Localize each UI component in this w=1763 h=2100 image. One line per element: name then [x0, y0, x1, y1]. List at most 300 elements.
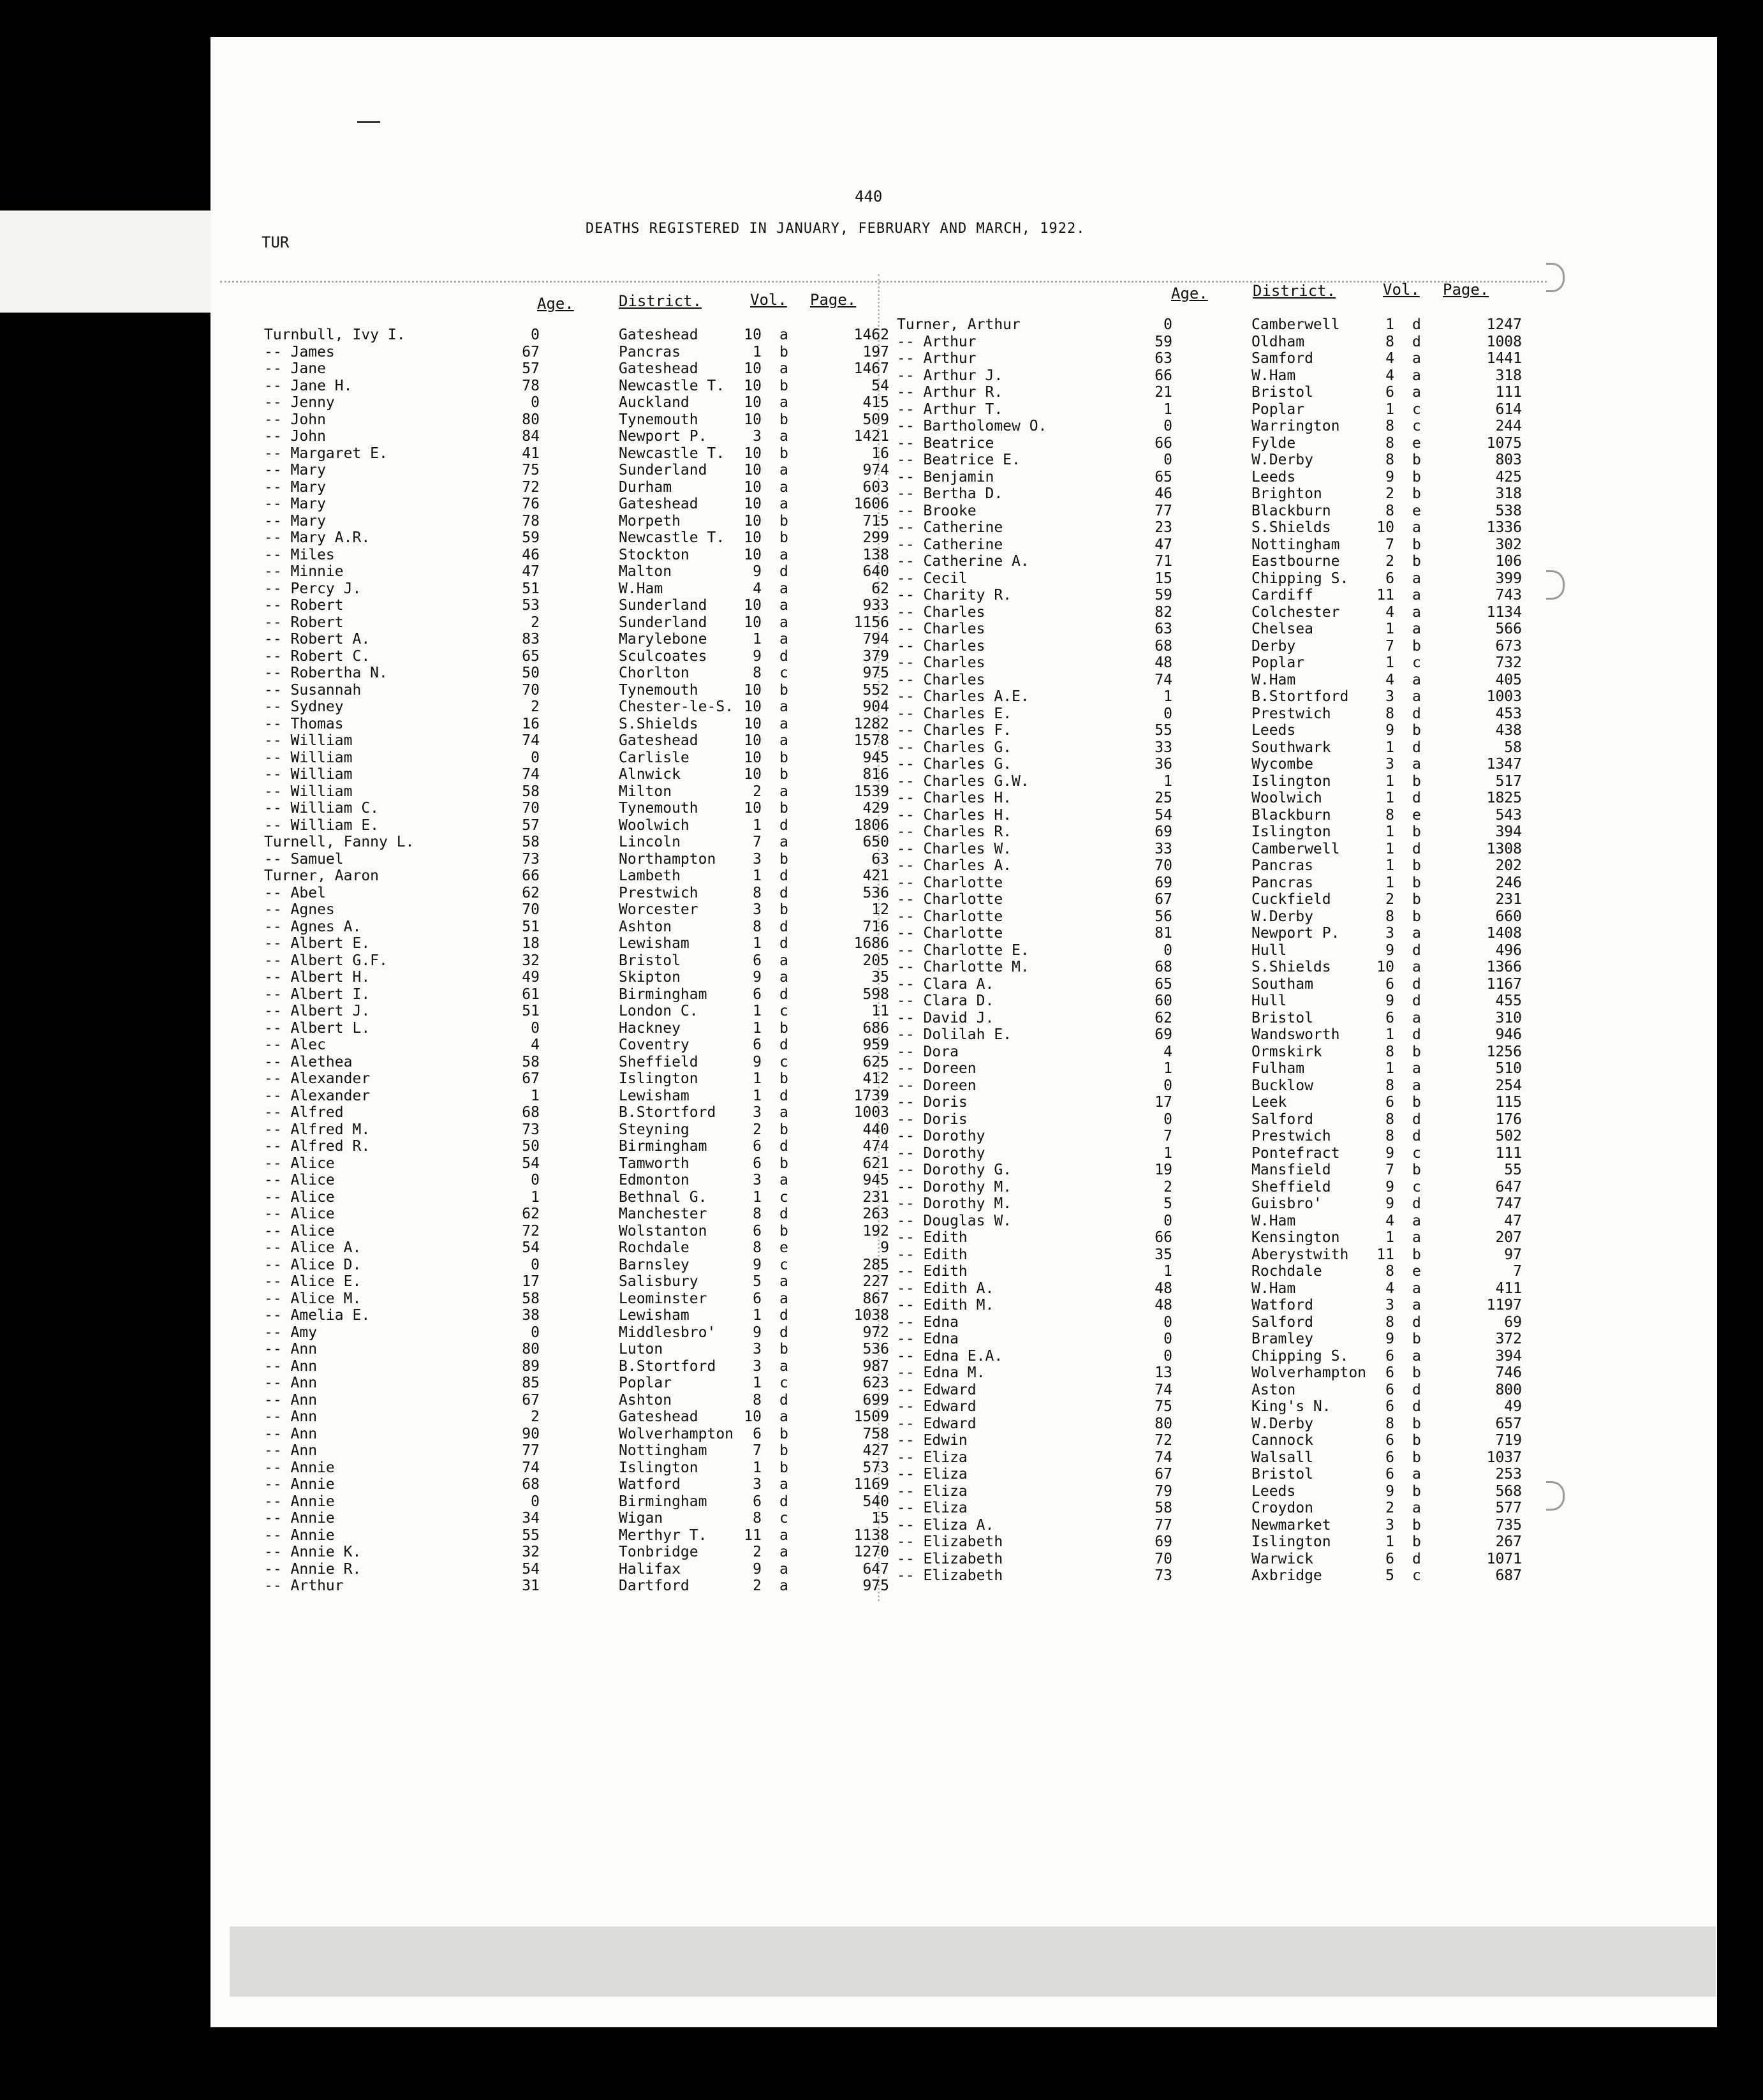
entry-name: -- Alice E. — [264, 1273, 362, 1290]
entry-volume: 2 — [753, 783, 762, 800]
entry-district: Croydon — [1251, 1500, 1313, 1516]
entry-volume: 7 — [1385, 637, 1394, 654]
entry-age: 4 — [1163, 1043, 1172, 1060]
entry-volume-letter: a — [779, 732, 788, 749]
entry-district: Dartford — [619, 1578, 690, 1594]
entry-name: -- Albert H. — [264, 969, 371, 986]
entry-volume-letter: a — [779, 1578, 788, 1594]
entry-age: 36 — [1154, 756, 1172, 773]
entry-age: 58 — [522, 834, 540, 850]
entry-district: Barnsley — [619, 1256, 690, 1273]
entry-age: 50 — [522, 1138, 540, 1155]
entry-volume-letter: a — [779, 1527, 788, 1544]
entry-district: S.Shields — [619, 715, 698, 732]
entry-volume: 8 — [1385, 705, 1394, 722]
entry-age: 47 — [1154, 536, 1172, 553]
entry-volume-letter: d — [779, 1138, 788, 1155]
entry-page: 394 — [1495, 1347, 1522, 1364]
entry-district: Northampton — [619, 850, 716, 868]
entry-volume-letter: a — [779, 969, 788, 986]
entry-volume: 7 — [753, 1442, 762, 1459]
entry-page: 440 — [862, 1121, 889, 1138]
entry-volume: 8 — [1385, 806, 1394, 824]
entry-age: 69 — [1154, 824, 1172, 840]
entry-name: -- Catherine — [897, 536, 1003, 553]
entry-name: -- Alethea — [264, 1053, 353, 1070]
entry-district: Pancras — [1251, 874, 1313, 891]
entry-volume: 10 — [744, 360, 762, 377]
entry-name: -- Dorothy — [897, 1128, 985, 1144]
entry-page: 427 — [862, 1442, 889, 1459]
entry-name: -- Abel — [264, 884, 326, 901]
entry-volume: 2 — [1385, 891, 1394, 908]
entry-district: Southwark — [1251, 739, 1331, 756]
entry-volume-letter: d — [1412, 1313, 1421, 1331]
entry-district: Wigan — [619, 1510, 663, 1527]
entry-page: 69 — [1504, 1313, 1522, 1331]
entry-age: 67 — [522, 1391, 540, 1409]
entry-page: 429 — [862, 800, 889, 817]
entry-name: -- Elizabeth — [897, 1534, 1003, 1550]
entry-district: Hackney — [619, 1019, 681, 1037]
entry-volume: 4 — [1385, 1280, 1394, 1297]
entry-name: -- Mary — [264, 478, 326, 496]
entry-district: Rochdale — [1251, 1263, 1322, 1280]
entry-name: -- Charles G.W. — [897, 773, 1029, 790]
entry-name: -- Charlotte — [897, 908, 1003, 925]
entry-district: Aston — [1251, 1381, 1296, 1398]
entry-name: -- Arthur T. — [897, 401, 1003, 418]
entry-name: -- Dorothy M. — [897, 1195, 1012, 1212]
entry-page: 9 — [880, 1239, 889, 1256]
entry-district: Fylde — [1251, 434, 1296, 452]
entry-age: 76 — [522, 496, 540, 512]
entry-district: Mansfield — [1251, 1162, 1331, 1178]
entry-district: Derby — [1251, 637, 1296, 654]
entry-volume-letter: d — [1412, 705, 1421, 722]
entry-page: 205 — [862, 952, 889, 969]
entry-volume: 10 — [744, 1409, 762, 1425]
entry-age: 0 — [531, 1493, 540, 1510]
entry-volume-letter: b — [779, 850, 788, 868]
entry-district: Leek — [1251, 1094, 1287, 1111]
entry-age: 65 — [1154, 468, 1172, 485]
entry-age: 71 — [1154, 553, 1172, 570]
entry-name: Turner, Arthur — [897, 316, 1021, 333]
entry-name: -- Percy J. — [264, 580, 362, 597]
entry-volume-letter: b — [779, 681, 788, 699]
entry-name: -- Albert L. — [264, 1019, 371, 1037]
entry-page: 933 — [862, 597, 889, 614]
left-district-header: District. — [619, 292, 702, 310]
entry-age: 68 — [522, 1476, 540, 1493]
entry-page: 192 — [862, 1222, 889, 1239]
entry-volume: 10 — [744, 800, 762, 817]
entry-volume-letter: a — [1412, 1297, 1421, 1313]
entry-age: 67 — [522, 343, 540, 360]
entry-age: 70 — [1154, 1550, 1172, 1567]
entry-district: Sheffield — [619, 1053, 698, 1070]
entry-age: 66 — [1154, 1229, 1172, 1246]
entry-district: Islington — [1251, 824, 1331, 840]
entry-name: -- Alexander — [264, 1070, 371, 1087]
entry-age: 74 — [522, 766, 540, 783]
entry-volume-letter: d — [779, 884, 788, 901]
entry-volume-letter: d — [779, 986, 788, 1003]
entry-age: 17 — [1154, 1094, 1172, 1111]
entry-district: Alnwick — [619, 766, 681, 783]
entry-name: -- Charles H. — [897, 806, 1012, 824]
entry-age: 49 — [522, 969, 540, 986]
entry-volume-letter: b — [1412, 1432, 1421, 1449]
entry-district: Birmingham — [619, 1493, 707, 1510]
entry-volume: 4 — [1385, 671, 1394, 688]
entry-district: Bristol — [1251, 1009, 1313, 1026]
entry-volume-letter: a — [1412, 925, 1421, 942]
entry-name: -- Annie R. — [264, 1560, 362, 1578]
entry-name: -- Charles E. — [897, 705, 1012, 722]
entry-volume-letter: a — [779, 394, 788, 411]
entry-volume: 1 — [1385, 1229, 1394, 1246]
entry-volume: 9 — [753, 1256, 762, 1273]
entry-age: 1 — [1163, 401, 1172, 418]
entry-volume: 6 — [1385, 384, 1394, 401]
entry-age: 7 — [1163, 1128, 1172, 1144]
entry-page: 573 — [862, 1459, 889, 1476]
entry-volume: 3 — [753, 901, 762, 918]
entry-district: Gateshead — [619, 496, 698, 512]
entry-volume: 1 — [1385, 874, 1394, 891]
entry-volume: 3 — [1385, 1297, 1394, 1313]
left-page-header: Page. — [810, 291, 857, 309]
entry-age: 65 — [522, 647, 540, 665]
entry-volume-letter: a — [779, 783, 788, 800]
entry-name: -- Alice — [264, 1155, 335, 1172]
entry-volume-letter: a — [779, 546, 788, 563]
entry-volume: 1 — [753, 1003, 762, 1019]
entry-volume: 9 — [753, 1560, 762, 1578]
entry-volume: 8 — [1385, 1043, 1394, 1060]
entry-page: 63 — [871, 850, 889, 868]
entry-page: 540 — [862, 1493, 889, 1510]
entry-district: W.Ham — [619, 580, 663, 597]
entry-volume-letter: d — [779, 918, 788, 935]
entry-page: 111 — [1495, 384, 1522, 401]
entry-volume-letter: c — [779, 1003, 788, 1019]
entry-name: Turner, Aaron — [264, 868, 380, 884]
entry-page: 379 — [862, 647, 889, 665]
entry-district: Stockton — [619, 546, 690, 563]
entry-volume-letter: a — [1412, 1212, 1421, 1229]
entry-name: -- Albert I. — [264, 986, 371, 1003]
entry-volume: 11 — [744, 1527, 762, 1544]
entry-volume-letter: b — [1412, 1449, 1421, 1466]
entry-district: Watford — [619, 1476, 681, 1493]
entry-page: 263 — [862, 1206, 889, 1222]
entry-page: 11 — [871, 1003, 889, 1019]
entry-age: 32 — [522, 952, 540, 969]
entry-name: -- Ann — [264, 1357, 318, 1375]
entry-district: Pontefract — [1251, 1144, 1340, 1162]
entry-name: -- Charity R. — [897, 587, 1012, 603]
entry-volume: 6 — [1385, 570, 1394, 587]
entry-page: 474 — [862, 1138, 889, 1155]
entry-page: 1247 — [1486, 316, 1522, 333]
entry-district: Wolverhampton — [619, 1425, 734, 1442]
entry-name: -- Annie — [264, 1459, 335, 1476]
entry-name: -- Charlotte — [897, 891, 1003, 908]
entry-district: Woolwich — [619, 817, 690, 834]
entry-volume-letter: d — [779, 1391, 788, 1409]
entry-page: 987 — [862, 1357, 889, 1375]
entry-age: 75 — [522, 462, 540, 478]
entry-name: -- James — [264, 343, 335, 360]
entry-age: 5 — [1163, 1195, 1172, 1212]
entry-volume-letter: a — [779, 496, 788, 512]
entry-name: -- Robert — [264, 614, 344, 631]
entry-volume-letter: d — [1412, 333, 1421, 350]
entry-page: 254 — [1495, 1077, 1522, 1094]
entry-age: 70 — [522, 800, 540, 817]
entry-volume-letter: d — [779, 817, 788, 834]
entry-age: 0 — [1163, 1077, 1172, 1094]
entry-district: Lewisham — [619, 1087, 690, 1104]
entry-volume: 4 — [1385, 603, 1394, 621]
entry-volume: 3 — [753, 1172, 762, 1188]
entry-volume-letter: d — [779, 1206, 788, 1222]
entry-volume: 10 — [744, 749, 762, 766]
entry-age: 1 — [1163, 1060, 1172, 1077]
entry-district: B.Stortford — [619, 1104, 716, 1121]
entry-volume-letter: a — [1412, 519, 1421, 536]
entry-volume: 10 — [744, 529, 762, 546]
entry-name: -- Edna — [897, 1331, 959, 1347]
entry-page: 747 — [1495, 1195, 1522, 1212]
entry-volume-letter: d — [1412, 739, 1421, 756]
entry-volume-letter: c — [1412, 418, 1421, 434]
entry-name: -- Mary A.R. — [264, 529, 371, 546]
entry-page: 1008 — [1486, 333, 1522, 350]
entry-page: 946 — [1495, 1026, 1522, 1043]
entry-name: -- Catherine — [897, 519, 1003, 536]
entry-volume-letter: a — [779, 1409, 788, 1425]
entry-volume: 1 — [1385, 621, 1394, 637]
entry-volume-letter: b — [1412, 908, 1421, 925]
entry-age: 79 — [1154, 1483, 1172, 1500]
entry-volume-letter: b — [1412, 1516, 1421, 1534]
entry-volume-letter: a — [1412, 621, 1421, 637]
entry-page: 372 — [1495, 1331, 1522, 1347]
entry-volume: 1 — [753, 343, 762, 360]
entry-name: -- Edith M. — [897, 1297, 994, 1313]
entry-volume-letter: d — [1412, 975, 1421, 993]
entry-district: Tynemouth — [619, 800, 698, 817]
entry-name: -- Margaret E. — [264, 445, 388, 462]
entry-district: Woolwich — [1251, 790, 1322, 806]
entry-volume: 8 — [1385, 434, 1394, 452]
entry-volume: 9 — [1385, 942, 1394, 959]
entry-page: 1134 — [1486, 603, 1522, 621]
entry-page: 207 — [1495, 1229, 1522, 1246]
entry-volume: 2 — [1385, 485, 1394, 502]
entry-age: 61 — [522, 986, 540, 1003]
entry-volume: 3 — [753, 1357, 762, 1375]
entry-volume: 2 — [753, 1578, 762, 1594]
entry-age: 0 — [531, 749, 540, 766]
entry-page: 800 — [1495, 1381, 1522, 1398]
entry-volume: 1 — [1385, 1060, 1394, 1077]
entry-name: -- Alice A. — [264, 1239, 362, 1256]
entry-page: 1578 — [853, 732, 889, 749]
entry-age: 0 — [531, 1172, 540, 1188]
entry-page: 614 — [1495, 401, 1522, 418]
entry-page: 227 — [862, 1273, 889, 1290]
entry-volume-letter: a — [1412, 671, 1421, 688]
entry-page: 318 — [1495, 485, 1522, 502]
entry-name: -- Minnie — [264, 563, 344, 580]
entry-page: 421 — [862, 868, 889, 884]
entry-volume: 8 — [1385, 1111, 1394, 1128]
entry-district: Islington — [619, 1070, 698, 1087]
entry-age: 73 — [522, 1121, 540, 1138]
entry-district: Lambeth — [619, 868, 681, 884]
left-vol-header: Vol. — [750, 291, 787, 309]
entry-volume: 3 — [1385, 1516, 1394, 1534]
entry-volume-letter: a — [1412, 1077, 1421, 1094]
entry-age: 72 — [1154, 1432, 1172, 1449]
entry-volume: 8 — [753, 884, 762, 901]
entry-volume: 1 — [753, 817, 762, 834]
entry-volume: 8 — [753, 665, 762, 681]
entry-page: 517 — [1495, 773, 1522, 790]
entry-age: 90 — [522, 1425, 540, 1442]
entry-age: 54 — [522, 1155, 540, 1172]
entry-volume-letter: b — [1412, 1364, 1421, 1381]
entry-page: 138 — [862, 546, 889, 563]
entry-age: 55 — [522, 1527, 540, 1544]
entry-district: Poplar — [619, 1375, 672, 1391]
entry-name: -- Douglas W. — [897, 1212, 1012, 1229]
entry-page: 115 — [1495, 1094, 1522, 1111]
entry-page: 1606 — [853, 496, 889, 512]
entry-volume: 10 — [744, 462, 762, 478]
entry-page: 1336 — [1486, 519, 1522, 536]
entry-volume-letter: c — [1412, 1144, 1421, 1162]
page-title: DEATHS REGISTERED IN JANUARY, FEBRUARY AND MARCH, 1922. — [586, 221, 1086, 237]
entry-district: Skipton — [619, 969, 681, 986]
entry-district: Chelsea — [1251, 621, 1313, 637]
entry-volume: 8 — [753, 1510, 762, 1527]
entry-name: -- Charles W. — [897, 840, 1012, 857]
entry-district: Sunderland — [619, 597, 707, 614]
entry-age: 70 — [522, 901, 540, 918]
entry-page: 1539 — [853, 783, 889, 800]
entry-volume: 11 — [1376, 587, 1394, 603]
entry-page: 568 — [1495, 1483, 1522, 1500]
entry-name: -- Dorothy — [897, 1144, 985, 1162]
entry-volume-letter: a — [779, 631, 788, 647]
entry-page: 699 — [862, 1391, 889, 1409]
entry-volume: 6 — [753, 1425, 762, 1442]
entry-district: Colchester — [1251, 603, 1340, 621]
entry-district: Sunderland — [619, 462, 707, 478]
entry-age: 2 — [1163, 1178, 1172, 1195]
entry-volume-letter: b — [1412, 536, 1421, 553]
entry-age: 51 — [522, 1003, 540, 1019]
entry-volume: 5 — [753, 1273, 762, 1290]
entry-volume-letter: b — [1412, 1162, 1421, 1178]
entry-name: -- Arthur J. — [897, 367, 1003, 384]
entry-volume: 8 — [1385, 502, 1394, 519]
entry-name: -- William — [264, 749, 353, 766]
entry-volume-letter: d — [1412, 993, 1421, 1009]
entry-age: 82 — [1154, 603, 1172, 621]
entry-volume: 6 — [753, 1037, 762, 1053]
entry-district: Wandsworth — [1251, 1026, 1340, 1043]
entry-age: 48 — [1154, 1297, 1172, 1313]
entry-age: 84 — [522, 428, 540, 445]
entry-page: 746 — [1495, 1364, 1522, 1381]
entry-age: 41 — [522, 445, 540, 462]
entry-page: 197 — [862, 343, 889, 360]
entry-age: 74 — [1154, 1449, 1172, 1466]
entry-volume: 3 — [753, 1341, 762, 1357]
entry-volume-letter: a — [1412, 367, 1421, 384]
right-page-header: Page. — [1443, 281, 1489, 299]
entry-volume-letter: b — [1412, 1043, 1421, 1060]
entry-page: 552 — [862, 681, 889, 699]
entry-name: -- Annie K. — [264, 1544, 362, 1560]
entry-volume-letter: b — [1412, 1534, 1421, 1550]
entry-age: 31 — [522, 1578, 540, 1594]
entry-name: -- William E. — [264, 817, 380, 834]
entry-age: 51 — [522, 580, 540, 597]
entry-age: 68 — [1154, 637, 1172, 654]
entry-district: London C. — [619, 1003, 698, 1019]
entry-page: 1467 — [853, 360, 889, 377]
entry-district: Tynemouth — [619, 411, 698, 428]
entry-volume-letter: a — [1412, 384, 1421, 401]
entry-district: Ashton — [619, 918, 672, 935]
entry-page: 509 — [862, 411, 889, 428]
entry-name: -- Charles — [897, 637, 985, 654]
entry-volume-letter: b — [779, 1222, 788, 1239]
entry-page: 1003 — [853, 1104, 889, 1121]
entry-volume: 1 — [753, 1375, 762, 1391]
entry-volume: 6 — [1385, 1009, 1394, 1026]
entry-volume-letter: d — [1412, 316, 1421, 333]
entry-name: -- Cecil — [897, 570, 968, 587]
entry-district: Sheffield — [1251, 1178, 1331, 1195]
entry-page: 743 — [1495, 587, 1522, 603]
entry-volume-letter: d — [779, 647, 788, 665]
entry-name: -- William C. — [264, 800, 380, 817]
entry-volume-letter: d — [779, 1087, 788, 1104]
entry-volume: 3 — [753, 1476, 762, 1493]
entry-age: 58 — [1154, 1500, 1172, 1516]
entry-volume-letter: a — [779, 699, 788, 715]
entry-volume-letter: b — [779, 800, 788, 817]
entry-volume-letter: b — [779, 1121, 788, 1138]
entry-volume-letter: b — [1412, 722, 1421, 739]
entry-age: 55 — [1154, 722, 1172, 739]
entry-volume: 10 — [744, 699, 762, 715]
entry-page: 399 — [1495, 570, 1522, 587]
entry-age: 68 — [522, 1104, 540, 1121]
entry-volume: 8 — [1385, 1415, 1394, 1432]
entry-volume: 11 — [1376, 1246, 1394, 1263]
entry-age: 66 — [522, 868, 540, 884]
